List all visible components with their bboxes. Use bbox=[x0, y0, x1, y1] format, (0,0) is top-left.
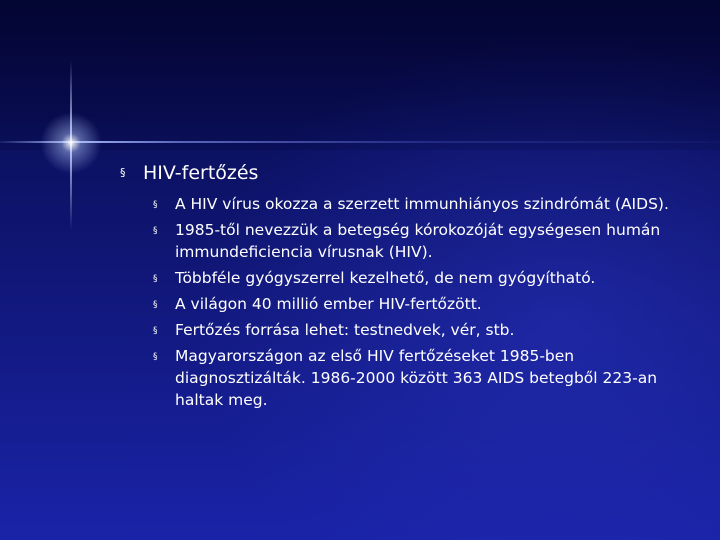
list-item-text: A HIV vírus okozza a szerzett immunhiányos szindrómát (AIDS). bbox=[175, 195, 669, 213]
list-item bbox=[153, 293, 700, 315]
list-item-text: Magyarországon az első HIV fertőzéseket 1985-ben diagnosztizálták. 1986-2000 között 363 AIDS betegből 223-an haltak meg. bbox=[175, 347, 658, 409]
list-item bbox=[153, 219, 700, 263]
light-flare-glow bbox=[40, 112, 102, 174]
bullet-icon: § bbox=[153, 226, 158, 236]
bullet-icon: § bbox=[153, 326, 158, 336]
list-item-text: A világon 40 millió ember HIV-fertőzött. bbox=[175, 295, 482, 313]
list-item bbox=[153, 193, 700, 215]
list-item bbox=[153, 267, 700, 289]
bullet-icon: § bbox=[153, 274, 158, 284]
slide-content bbox=[120, 160, 700, 415]
list-item-text: Fertőzés forrása lehet: testnedvek, vér, stb. bbox=[175, 321, 515, 339]
bullet-icon: § bbox=[120, 166, 126, 179]
list-item bbox=[153, 319, 700, 341]
slide-heading: HIV-fertőzés bbox=[143, 162, 259, 184]
list-item-text: 1985-től nevezzük a betegség kórokozóját egységesen humán immundeficiencia vírusnak (HIV). bbox=[175, 221, 661, 261]
bullet-icon: § bbox=[153, 200, 158, 210]
list-item bbox=[153, 345, 700, 411]
light-flare-horizontal bbox=[0, 141, 720, 143]
bullet-icon: § bbox=[153, 300, 158, 310]
header-band bbox=[0, 0, 720, 150]
list-item-text: Többféle gyógyszerrel kezelhető, de nem gyógyítható. bbox=[175, 269, 596, 287]
sub-bullet-list bbox=[120, 193, 700, 411]
bullet-icon: § bbox=[153, 352, 158, 362]
main-bullet bbox=[120, 160, 700, 189]
